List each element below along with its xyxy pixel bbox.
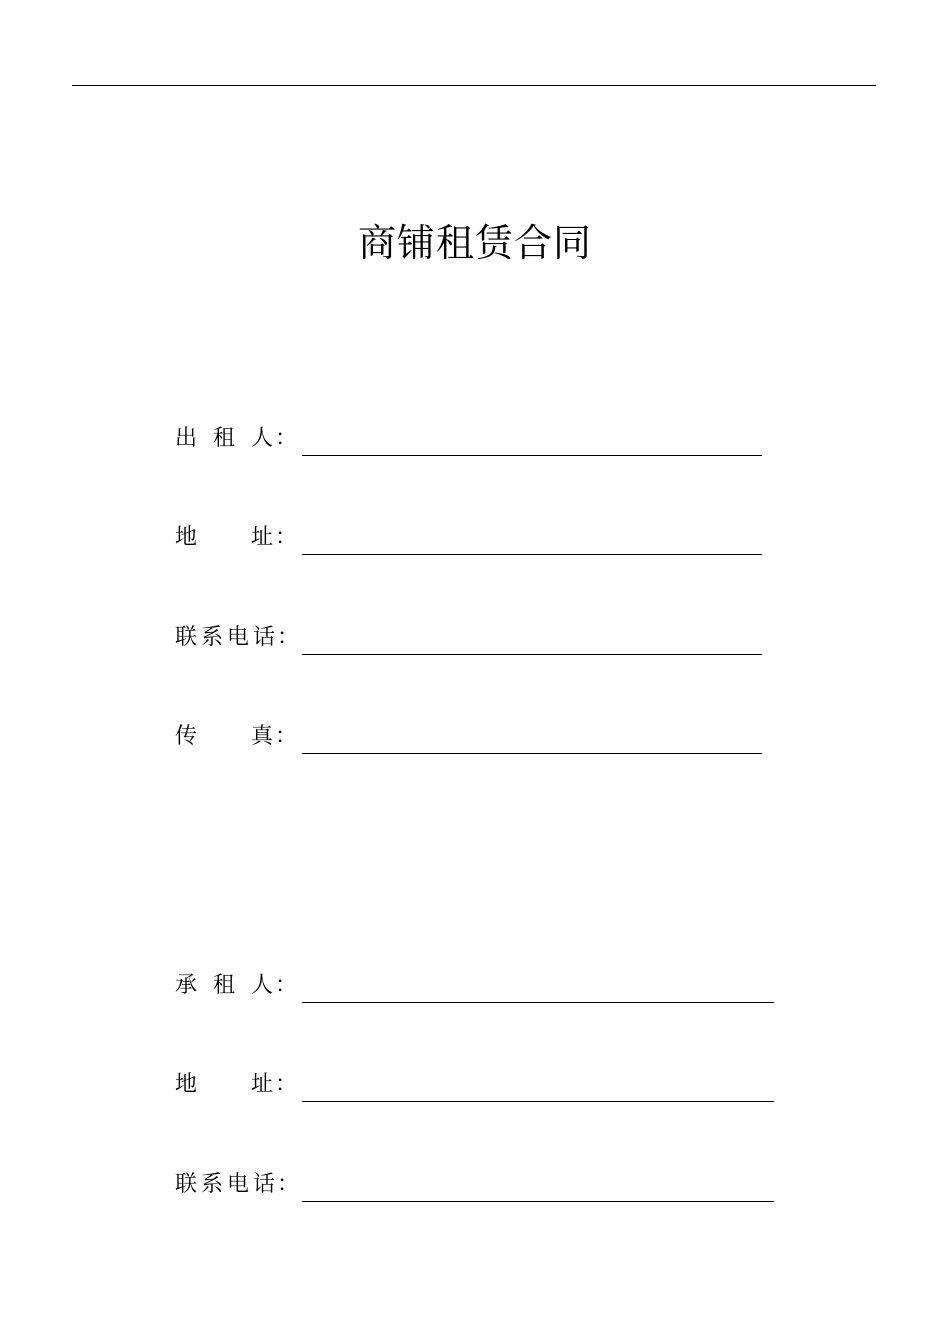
lessor-address-blank[interactable] — [302, 554, 762, 555]
lessor-name-blank[interactable] — [302, 455, 762, 456]
lessee-phone-field: 联 系 电 话 ： — [175, 1162, 775, 1202]
lessor-fax-field: 传 真 ： — [175, 714, 765, 754]
lessor-fax-blank[interactable] — [302, 753, 762, 754]
lessor-phone-field: 联 系 电 话 ： — [175, 615, 765, 655]
lessee-address-blank[interactable] — [302, 1101, 774, 1102]
lessee-address-field: 地 址 ： — [175, 1062, 775, 1102]
lessee-name-blank[interactable] — [302, 1002, 774, 1003]
lessor-address-field: 地 址 ： — [175, 515, 765, 555]
lessee-name-field: 承 租 人 ： — [175, 963, 775, 1003]
header-rule — [72, 85, 876, 86]
document-title: 商铺租赁合同 — [357, 221, 592, 265]
lessee-phone-blank[interactable] — [302, 1201, 774, 1202]
lessor-phone-blank[interactable] — [302, 654, 762, 655]
lessor-name-field: 出 租 人 ： — [175, 416, 765, 456]
